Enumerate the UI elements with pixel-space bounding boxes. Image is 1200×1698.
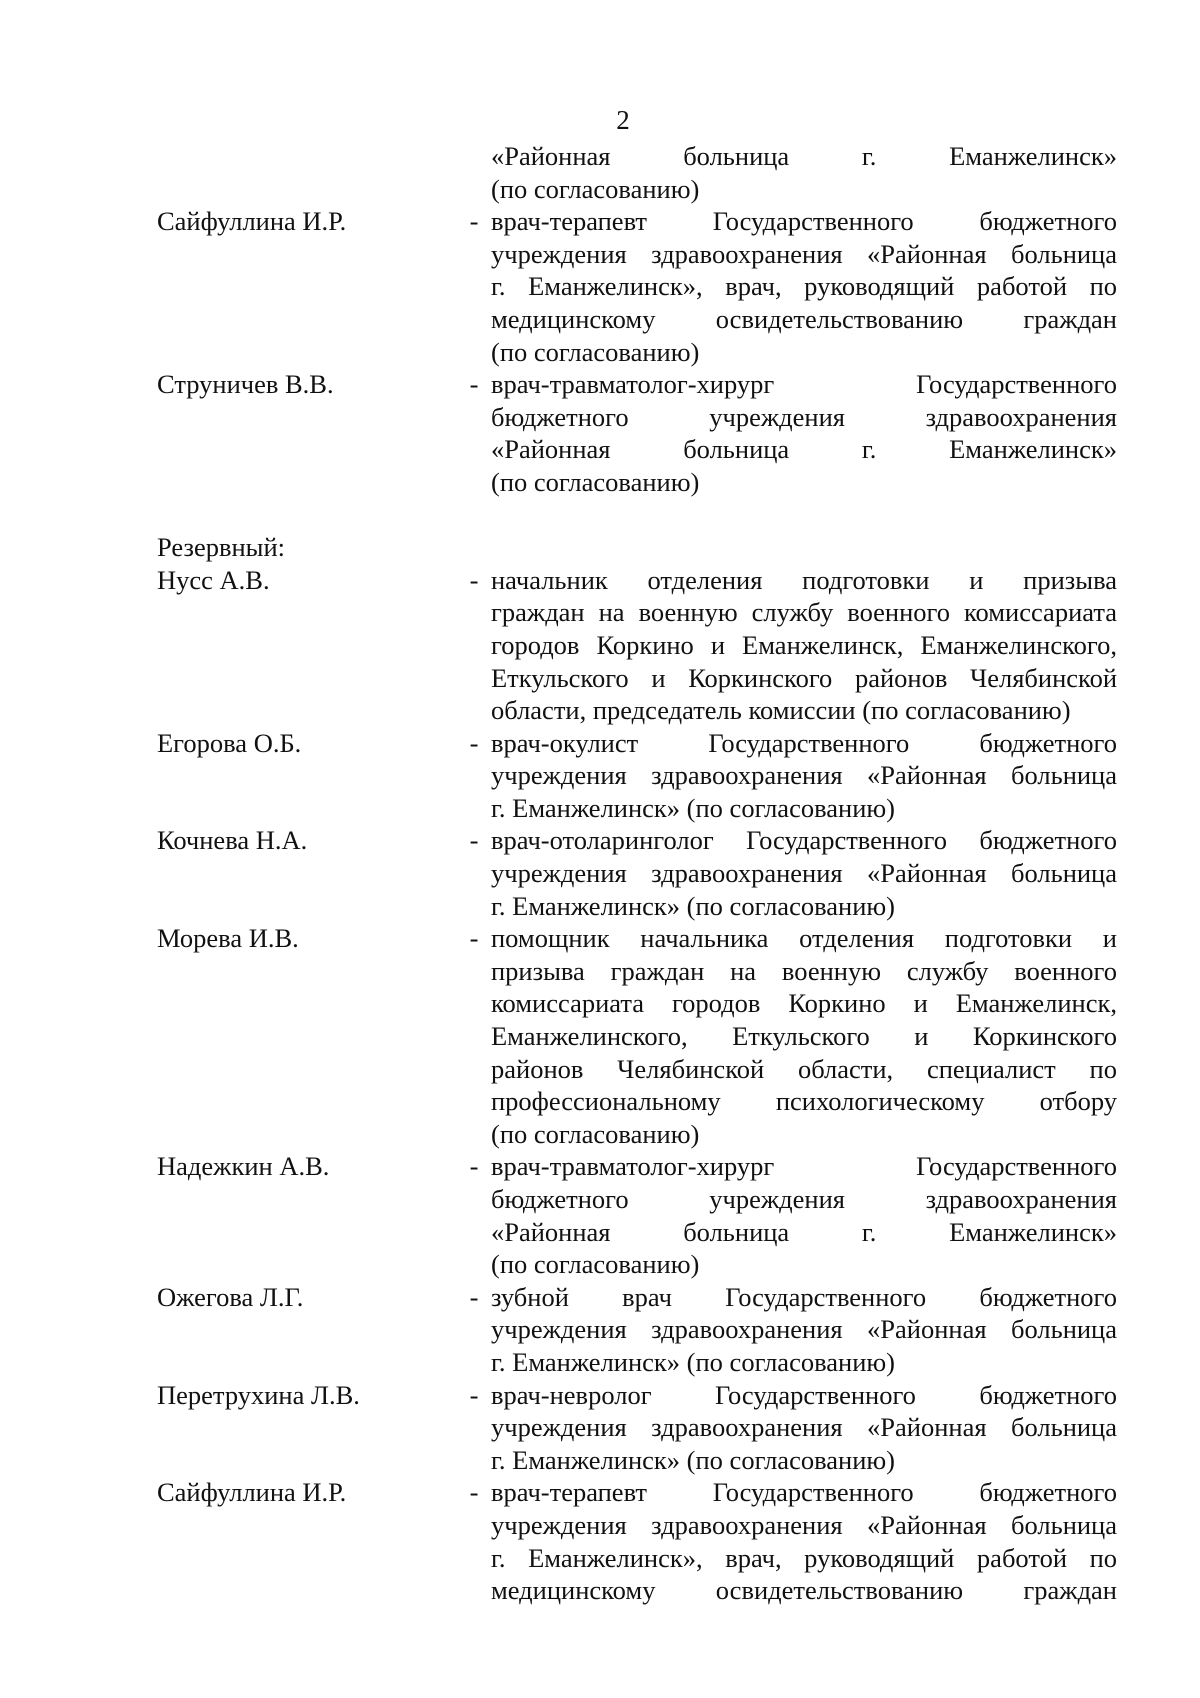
text-line: учреждения здравоохранения «Районная больница	[491, 1509, 1117, 1540]
text-line: «Районная больница г. Еманжелинск»	[491, 141, 1117, 171]
member-description	[491, 922, 1117, 1150]
member-description	[491, 205, 1117, 368]
member-name: Перетрухина Л.В.	[157, 1379, 360, 1410]
member-row	[157, 922, 1117, 1150]
continuation-text	[491, 140, 1117, 205]
text-line: призыва граждан на военную службу военного	[491, 955, 1117, 986]
text-line: г. Еманжелинск» (по согласованию)	[491, 890, 895, 921]
dash-separator: -	[469, 1477, 479, 1508]
text-line: «Районная больница г. Еманжелинск»	[491, 434, 1117, 465]
member-description	[491, 1379, 1117, 1477]
text-line: бюджетного учреждения здравоохранения	[491, 401, 1117, 432]
text-line: медицинскому освидетельствованию граждан	[491, 1575, 1117, 1606]
member-description	[491, 368, 1117, 498]
dash-separator: -	[469, 1151, 479, 1182]
member-name: Кочнева Н.А.	[157, 825, 308, 856]
text-line: городов Коркино и Еманжелинск, Еманжелинского,	[491, 629, 1117, 660]
text-line: комиссариата городов Коркино и Еманжелинск,	[491, 988, 1117, 1019]
text-line: учреждения здравоохранения «Районная больница	[491, 858, 1117, 889]
member-name: Сайфуллина И.Р.	[157, 1477, 347, 1508]
text-line: врач-невролог Государственного бюджетного	[491, 1379, 1117, 1410]
member-description	[491, 1476, 1117, 1606]
section-spacer	[157, 499, 1117, 532]
member-description	[491, 564, 1117, 727]
member-row	[157, 368, 1117, 498]
member-row	[157, 1476, 1117, 1606]
text-line: учреждения здравоохранения «Районная больница	[491, 1412, 1117, 1443]
member-description	[491, 1281, 1117, 1379]
text-line: г. Еманжелинск», врач, руководящий работой по	[491, 1542, 1117, 1573]
text-line: зубной врач Государственного бюджетного	[491, 1281, 1117, 1312]
member-name: Нусс А.В.	[157, 564, 270, 595]
text-line: Еманжелинского, Еткульского и Коркинского	[491, 1021, 1117, 1052]
text-line: профессиональному психологическому отбору	[491, 1086, 1117, 1117]
member-description	[491, 1150, 1117, 1280]
text-line: помощник начальника отделения подготовки и	[491, 923, 1117, 954]
text-line: «Районная больница г. Еманжелинск»	[491, 1216, 1117, 1247]
text-line: врач-окулист Государственного бюджетного	[491, 727, 1117, 758]
text-line: (по согласованию)	[491, 173, 700, 204]
text-line: бюджетного учреждения здравоохранения	[491, 1184, 1117, 1214]
member-description	[491, 824, 1117, 922]
page-number: 2	[616, 105, 630, 135]
member-row	[157, 205, 1117, 368]
member-row	[157, 727, 1117, 825]
member-row	[157, 564, 1117, 727]
text-line: учреждения здравоохранения «Районная больница	[491, 1314, 1117, 1345]
dash-separator: -	[469, 564, 479, 595]
text-line: районов Челябинской области, специалист по	[491, 1053, 1117, 1084]
dash-separator: -	[469, 1281, 479, 1312]
document-body	[157, 140, 1117, 1607]
member-name: Сайфуллина И.Р.	[157, 206, 347, 237]
member-row	[157, 1379, 1117, 1477]
member-name: Струничев В.В.	[157, 369, 334, 400]
member-description	[491, 727, 1117, 825]
dash-separator: -	[469, 1379, 479, 1410]
member-name: Ожегова Л.Г.	[157, 1281, 304, 1312]
text-line: начальник отделения подготовки и призыва	[491, 564, 1117, 595]
text-line: г. Еманжелинск» (по согласованию)	[491, 1444, 895, 1475]
dash-separator: -	[469, 369, 479, 400]
text-line: врач-травматолог-хирург Государственного	[491, 369, 1117, 400]
member-row	[157, 1150, 1117, 1280]
text-line: врач-травматолог-хирург Государственного	[491, 1151, 1117, 1182]
text-line: области, председатель комиссии (по согласованию)	[491, 695, 1071, 726]
text-line: Еткульского и Коркинского районов Челябинской	[491, 662, 1117, 693]
dash-separator: -	[469, 825, 479, 856]
dash-separator: -	[469, 727, 479, 758]
reserve-section-title: Резервный:	[157, 532, 285, 563]
text-line: (по согласованию)	[491, 466, 700, 497]
member-row	[157, 1281, 1117, 1379]
text-line: г. Еманжелинск», врач, руководящий работой по	[491, 271, 1117, 302]
text-line: учреждения здравоохранения «Районная больница	[491, 238, 1117, 269]
text-line: врач-терапевт Государственного бюджетного	[491, 206, 1117, 237]
text-line: учреждения здравоохранения «Районная больница	[491, 760, 1117, 791]
member-name: Морева И.В.	[157, 923, 299, 954]
text-line: граждан на военную службу военного комиссариата	[491, 597, 1117, 628]
text-line: (по согласованию)	[491, 336, 700, 367]
member-row	[157, 824, 1117, 922]
text-line: врач-терапевт Государственного бюджетного	[491, 1477, 1117, 1508]
member-name: Надежкин А.В.	[157, 1151, 330, 1182]
text-line: врач-отоларинголог Государственного бюджетного	[491, 825, 1117, 856]
text-line: (по согласованию)	[491, 1118, 700, 1149]
text-line: г. Еманжелинск» (по согласованию)	[491, 1346, 895, 1377]
member-name: Егорова О.Б.	[157, 727, 302, 758]
text-line: (по согласованию)	[491, 1249, 700, 1280]
dash-separator: -	[469, 923, 479, 954]
text-line: г. Еманжелинск» (по согласованию)	[491, 792, 895, 823]
text-line: медицинскому освидетельствованию граждан	[491, 303, 1117, 334]
dash-separator: -	[469, 206, 479, 237]
